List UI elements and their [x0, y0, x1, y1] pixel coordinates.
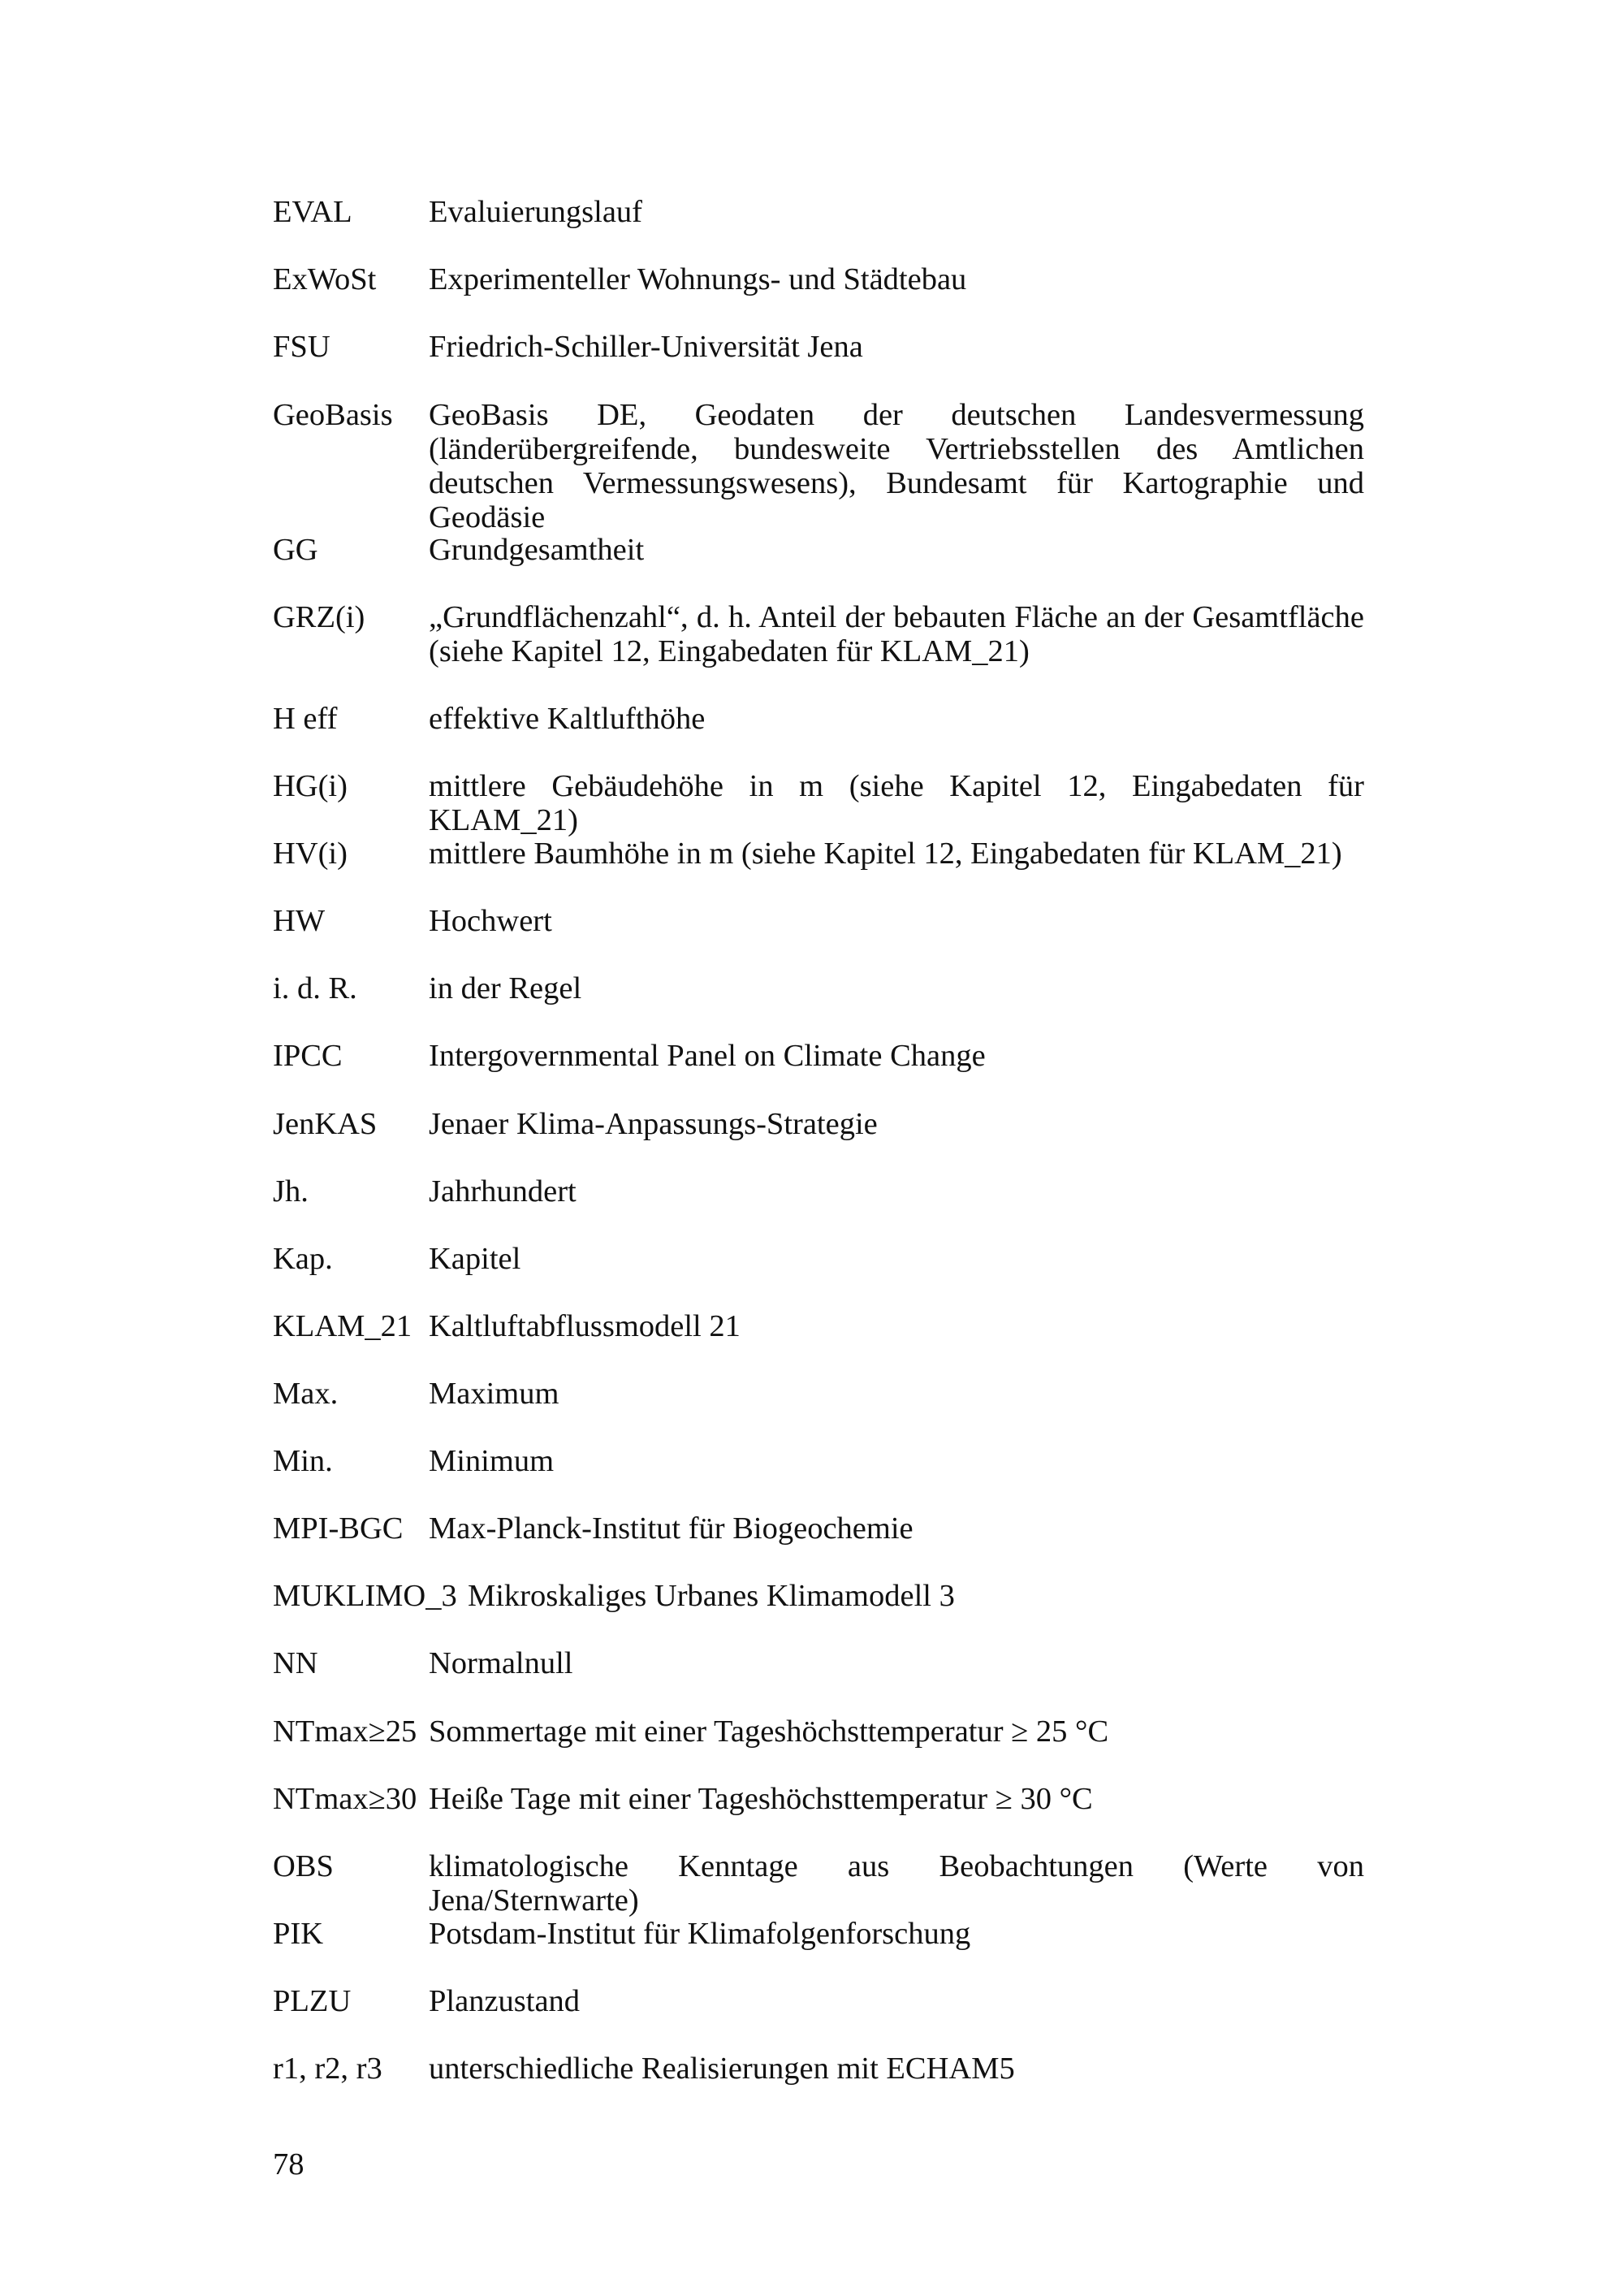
abbreviation-definition: effektive Kaltlufthöhe — [429, 702, 706, 736]
abbreviation-term: Min. — [273, 1444, 333, 1478]
abbreviation-definition: Hochwert — [429, 904, 552, 938]
abbreviation-definition: Maximum — [429, 1377, 559, 1411]
abbreviation-definition: Minimum — [429, 1444, 555, 1478]
abbreviation-definition: Max-Planck-Institut für Biogeochemie — [429, 1511, 914, 1546]
abbreviation-definition: Potsdam-Institut für Klimafolgenforschung — [429, 1917, 971, 1951]
abbreviation-definition: klimatologische Kenntage aus Beobachtungen (Werte von Jena/Sternwarte) — [429, 1849, 1364, 1918]
abbreviation-term: EVAL — [273, 195, 352, 229]
abbreviation-term: PIK — [273, 1917, 324, 1951]
abbreviation-definition: in der Regel — [429, 971, 582, 1005]
abbreviation-definition: Heiße Tage mit einer Tageshöchsttemperatur ≥ 30 °C — [429, 1782, 1093, 1816]
abbreviation-term: MPI-BGC — [273, 1511, 404, 1546]
abbreviation-definition: Normalnull — [429, 1646, 573, 1680]
abbreviation-term: PLZU — [273, 1984, 352, 2018]
abbreviation-term: JenKAS — [273, 1107, 378, 1141]
abbreviation-term: NN — [273, 1646, 318, 1680]
abbreviation-definition: Jahrhundert — [429, 1174, 577, 1209]
abbreviation-term: Max. — [273, 1377, 339, 1411]
abbreviation-term: OBS — [273, 1849, 334, 1883]
abbreviation-definition: mittlere Baumhöhe in m (siehe Kapitel 12, Eingabedaten für KLAM_21) — [429, 837, 1342, 871]
abbreviation-definition: Grundgesamtheit — [429, 533, 645, 567]
abbreviation-term: HW — [273, 904, 326, 938]
abbreviation-definition: „Grundflächenzahl“, d. h. Anteil der bebauten Fläche an der Gesamtfläche (siehe Kapitel 12, Eingabedaten für KLAM_21) — [429, 600, 1364, 668]
abbreviation-term: ExWoSt — [273, 262, 377, 296]
abbreviation-term: HG(i) — [273, 769, 348, 803]
abbreviation-definition: Kapitel — [429, 1242, 521, 1276]
abbreviation-term: NTmax≥25 — [273, 1714, 417, 1749]
abbreviation-term: KLAM_21 — [273, 1309, 412, 1343]
abbreviation-term: GeoBasis — [273, 398, 393, 432]
abbreviation-definition: unterschiedliche Realisierungen mit ECHAM5 — [429, 2052, 1015, 2086]
abbreviation-definition: Mikroskaliges Urbanes Klimamodell 3 — [468, 1579, 955, 1613]
abbreviation-term: HV(i) — [273, 837, 348, 871]
abbreviation-term: r1, r2, r3 — [273, 2052, 382, 2086]
abbreviation-definition: Kaltluftabflussmodell 21 — [429, 1309, 741, 1343]
abbreviation-definition: GeoBasis DE, Geodaten der deutschen Landesvermessung (länderübergreifende, bundesweite Vertriebsstellen des Amtlichen deutschen Vermessungswesens), Bundesamt für Kartographie und Geodäsie — [429, 398, 1364, 534]
abbreviation-term: Jh. — [273, 1174, 309, 1209]
abbreviation-term: IPCC — [273, 1039, 343, 1073]
abbreviation-definition: Intergovernmental Panel on Climate Change — [429, 1039, 986, 1073]
abbreviation-definition: Evaluierungslauf — [429, 195, 642, 229]
abbreviation-term: i. d. R. — [273, 971, 357, 1005]
abbreviation-term: H eff — [273, 702, 338, 736]
abbreviation-definition: Experimenteller Wohnungs- und Städtebau — [429, 262, 967, 296]
abbreviation-term: FSU — [273, 330, 330, 364]
abbreviation-definition: Sommertage mit einer Tageshöchsttemperatur ≥ 25 °C — [429, 1714, 1109, 1749]
abbreviation-term: GG — [273, 533, 318, 567]
abbreviation-term: MUKLIMO_3 — [273, 1579, 457, 1613]
abbreviation-term: Kap. — [273, 1242, 333, 1276]
abbreviation-definition: Friedrich-Schiller-Universität Jena — [429, 330, 863, 364]
abbreviation-term: GRZ(i) — [273, 600, 365, 634]
abbreviation-term: NTmax≥30 — [273, 1782, 417, 1816]
abbreviation-definition: Jenaer Klima-Anpassungs-Strategie — [429, 1107, 878, 1141]
abbreviation-definition: mittlere Gebäudehöhe in m (siehe Kapitel 12, Eingabedaten für KLAM_21) — [429, 769, 1364, 837]
abbreviation-definition: Planzustand — [429, 1984, 581, 2018]
page-number: 78 — [273, 2147, 304, 2181]
